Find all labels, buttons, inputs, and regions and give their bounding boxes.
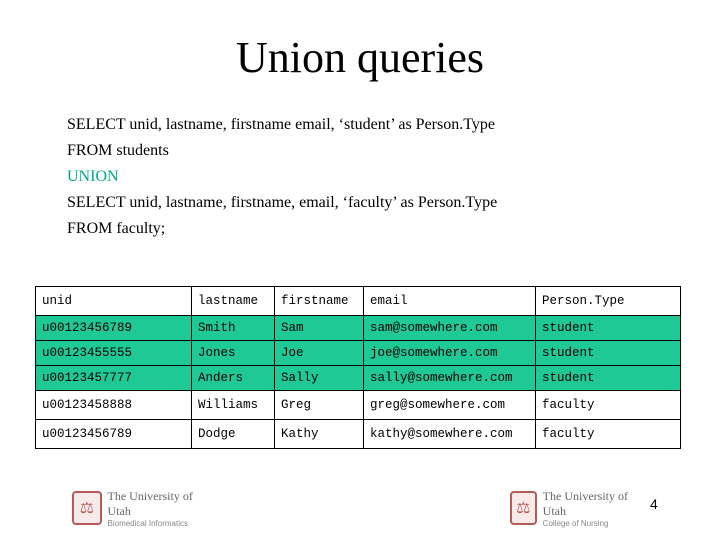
table-cell: sam@somewhere.com — [364, 316, 536, 341]
table-row — [36, 341, 681, 366]
table-row — [36, 316, 681, 341]
university-logo-left — [72, 490, 217, 526]
query-line-5: FROM faculty; — [67, 220, 166, 237]
table-cell: kathy@somewhere.com — [364, 420, 536, 449]
header-cell: lastname — [192, 287, 275, 316]
table-cell: u00123456789 — [36, 316, 192, 341]
table-cell: u00123458888 — [36, 391, 192, 420]
table-cell: Kathy — [275, 420, 364, 449]
table-row — [36, 366, 681, 391]
table-cell: Williams — [192, 391, 275, 420]
table-header-row — [36, 287, 681, 316]
table-cell: u00123455555 — [36, 341, 192, 366]
table-cell: student — [536, 341, 681, 366]
table-cell: Dodge — [192, 420, 275, 449]
logo-subtitle: College of Nursing — [542, 518, 609, 528]
table-cell: student — [536, 316, 681, 341]
query-line-2: FROM students — [67, 142, 169, 159]
header-cell: Person.Type — [536, 287, 681, 316]
logo-name: The University of Utah — [107, 488, 193, 518]
query-line-1: SELECT unid, lastname, firstname email, ‘student’ as Person.Type — [67, 116, 495, 133]
page-number: 4 — [650, 496, 658, 512]
university-seal-icon: ⚖ — [510, 491, 537, 525]
table-cell: Jones — [192, 341, 275, 366]
header-cell: firstname — [275, 287, 364, 316]
table-row — [36, 420, 681, 449]
table-cell: faculty — [536, 391, 681, 420]
university-seal-icon: ⚖ — [72, 491, 102, 525]
table-cell: joe@somewhere.com — [364, 341, 536, 366]
sql-query — [67, 112, 497, 242]
query-line-4: SELECT unid, lastname, firstname, email, ‘faculty’ as Person.Type — [67, 194, 498, 211]
logo-subtitle: Biomedical Informatics — [107, 518, 188, 528]
query-union-keyword: UNION — [67, 168, 119, 185]
table-cell: Sam — [275, 316, 364, 341]
university-logo-right — [510, 490, 640, 526]
table-cell: Smith — [192, 316, 275, 341]
logo-name: The University of Utah — [542, 488, 628, 518]
result-table — [35, 286, 681, 449]
table-cell: Greg — [275, 391, 364, 420]
table-row — [36, 391, 681, 420]
table-cell: faculty — [536, 420, 681, 449]
table-cell: student — [536, 366, 681, 391]
table-cell: u00123456789 — [36, 420, 192, 449]
header-cell: unid — [36, 287, 192, 316]
table-cell: sally@somewhere.com — [364, 366, 536, 391]
table-cell: Anders — [192, 366, 275, 391]
table-cell: greg@somewhere.com — [364, 391, 536, 420]
table-cell: Joe — [275, 341, 364, 366]
slide-title: Union queries — [235, 33, 485, 82]
table-cell: Sally — [275, 366, 364, 391]
header-cell: email — [364, 287, 536, 316]
table-cell: u00123457777 — [36, 366, 192, 391]
